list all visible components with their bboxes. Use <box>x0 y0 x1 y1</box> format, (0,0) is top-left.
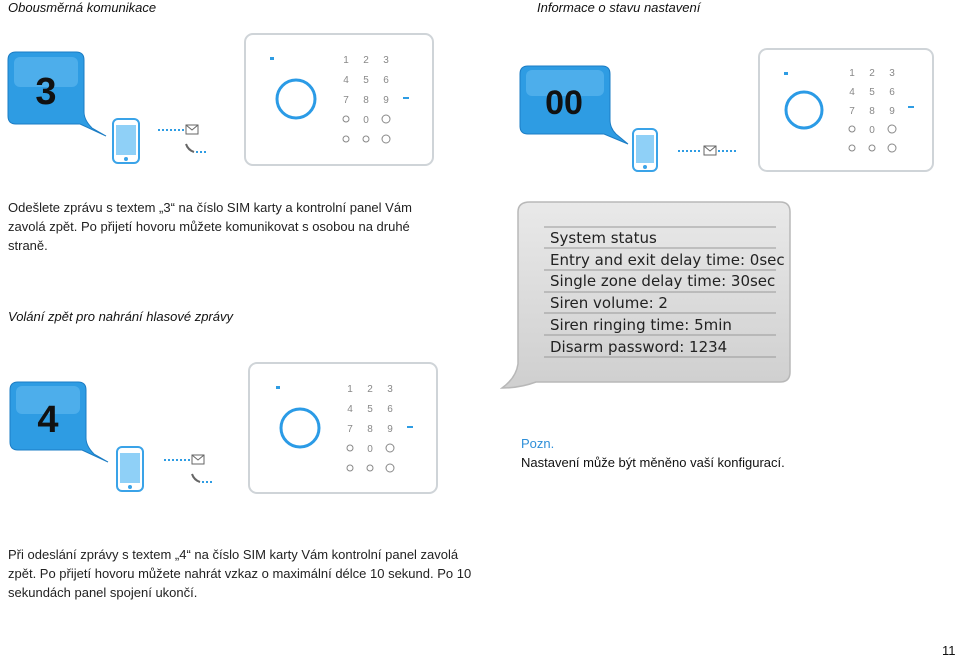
heading-callback: Volání zpět pro nahrání hlasové zprávy <box>8 309 233 324</box>
phone-icon <box>632 128 658 172</box>
key-0: 0 <box>363 115 369 126</box>
control-panel-illustration <box>248 362 438 494</box>
key-7: 7 <box>849 106 855 117</box>
key-5: 5 <box>869 87 875 98</box>
key-2: 2 <box>363 55 369 66</box>
status-line: Siren volume: 2 <box>550 294 668 313</box>
status-line: Siren ringing time: 5min <box>550 315 732 334</box>
key-0: 0 <box>367 444 373 455</box>
phone-icon <box>116 446 144 492</box>
heading-two-way: Obousměrná komunikace <box>8 0 157 15</box>
status-line: Single zone delay time: 30sec <box>550 272 776 291</box>
key-1: 1 <box>343 55 349 66</box>
control-panel-illustration <box>244 33 434 166</box>
paragraph-callback: Při odeslání zprávy s textem „4“ na číslo SIM karty Vám kontrolní panel zavolá zpět. Po přijetí hovoru můžete nahrát vzkaz o maximální délce 10 sekund. Po 10 sekundách panel spojení ukončí. <box>8 547 472 600</box>
status-line: Entry and exit delay time: 0sec <box>550 250 785 269</box>
key-9: 9 <box>889 106 895 117</box>
message-arrow-icon <box>676 144 738 163</box>
key-4: 4 <box>347 404 353 415</box>
key-3: 3 <box>387 384 393 395</box>
phone-icon <box>112 118 140 164</box>
key-6: 6 <box>383 75 389 86</box>
key-3: 3 <box>889 68 895 79</box>
bubble-digit: 00 <box>545 84 583 122</box>
status-line: System status <box>550 229 657 247</box>
paragraph-two-way: Odešlete zprávu s textem „3“ na číslo SIM karty a kontrolní panel Vám zavolá zpět. Po přijetí hovoru můžete komunikovat s osobou na druhé straně. <box>8 200 412 253</box>
control-panel-illustration <box>758 48 934 172</box>
key-2: 2 <box>367 384 373 395</box>
key-6: 6 <box>387 404 393 415</box>
key-8: 8 <box>869 106 875 117</box>
key-8: 8 <box>363 95 369 106</box>
key-3: 3 <box>383 55 389 66</box>
note-text: Nastavení může být měněno vaší konfigurací. <box>521 455 785 470</box>
page-number: 11 <box>942 643 956 658</box>
status-line: Disarm password: 1234 <box>550 337 728 356</box>
heading-status-info: Informace o stavu nastavení <box>537 0 701 15</box>
message-arrow-icon <box>156 122 206 163</box>
key-1: 1 <box>347 384 353 395</box>
note-title: Pozn. <box>521 436 555 451</box>
key-5: 5 <box>367 404 373 415</box>
key-8: 8 <box>367 424 373 435</box>
key-4: 4 <box>849 87 855 98</box>
bubble-digit: 4 <box>37 399 59 441</box>
message-arrow-icon <box>162 452 212 493</box>
key-7: 7 <box>347 424 353 435</box>
status-lines <box>550 228 785 358</box>
key-1: 1 <box>849 68 855 79</box>
key-6: 6 <box>889 87 895 98</box>
key-9: 9 <box>383 95 389 106</box>
sms-bubble-illustration <box>518 64 630 148</box>
key-9: 9 <box>387 424 393 435</box>
key-5: 5 <box>363 75 369 86</box>
status-sms-screen <box>500 200 792 390</box>
key-2: 2 <box>869 68 875 79</box>
sms-bubble-illustration <box>6 50 110 140</box>
key-4: 4 <box>343 75 349 86</box>
bubble-digit: 3 <box>35 71 57 113</box>
key-7: 7 <box>343 95 349 106</box>
key-0: 0 <box>869 125 875 136</box>
sms-bubble-illustration <box>8 380 112 466</box>
